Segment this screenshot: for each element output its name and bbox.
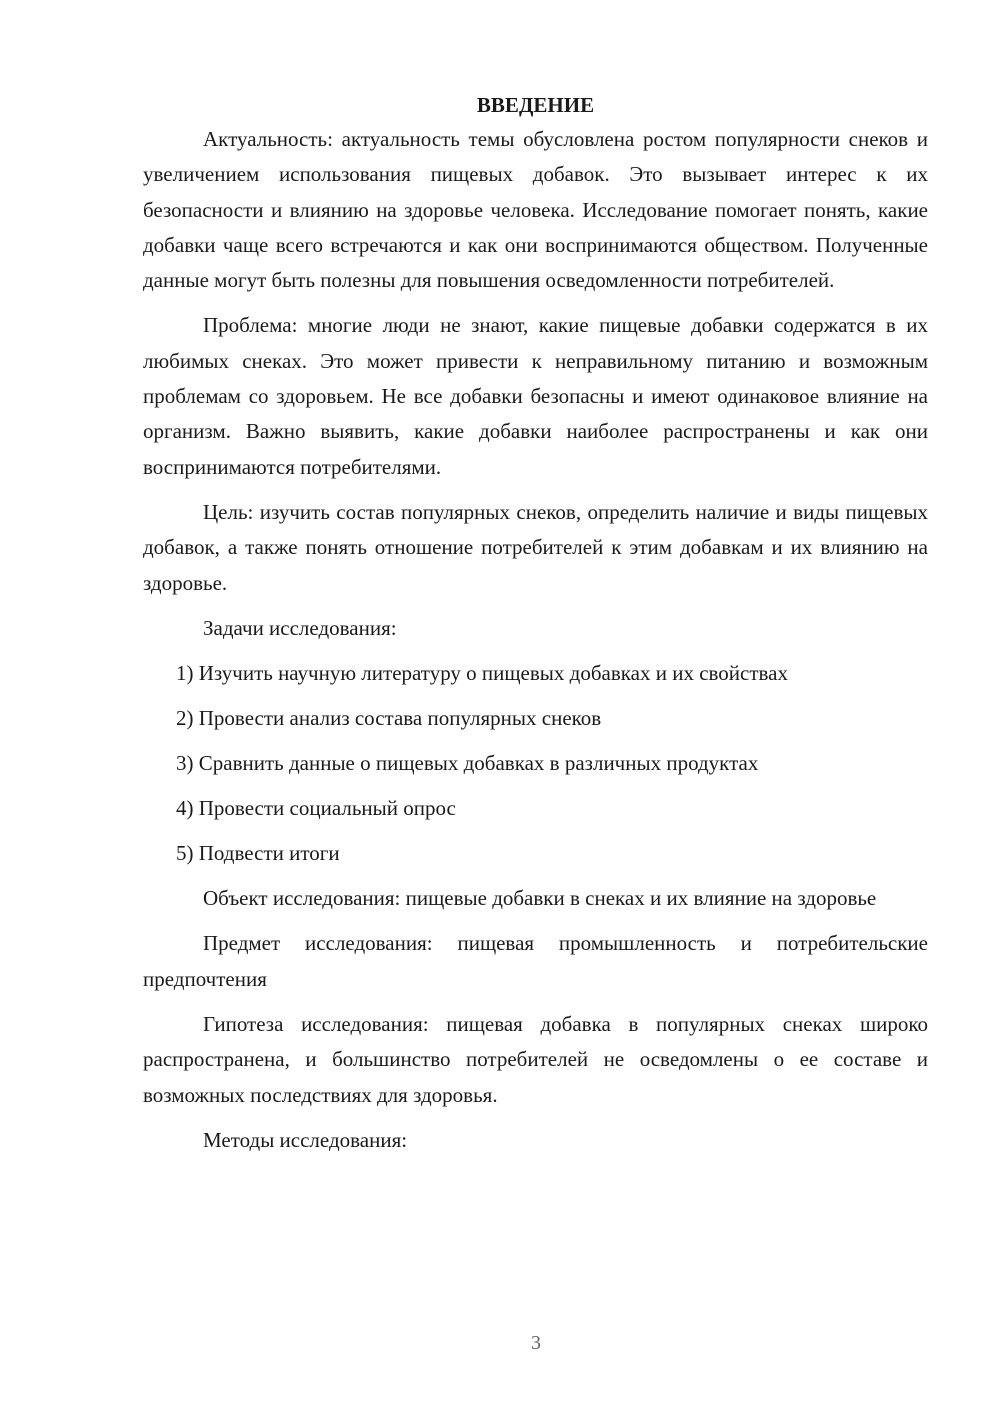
tasks-heading: Задачи исследования: xyxy=(203,615,397,640)
problem-paragraph: Проблема: многие люди не знают, какие пищевые добавки содержатся в их любимых снеках. Это может привести к неправильному питанию и возможным проблемам со здоровьем. Не все добавки безопасны и имеют одинаковое влияние на организм. Важно выявить, какие добавки наиболее распространены и как они воспринимаются потребителями. xyxy=(143,313,928,479)
task-item-5: 5) Подвести итоги xyxy=(176,841,340,866)
task-item-3: 3) Сравнить данные о пищевых добавках в различных продуктах xyxy=(176,751,759,776)
section-title: ВВЕДЕНИЕ xyxy=(476,93,595,117)
hypothesis-paragraph: Гипотеза исследования: пищевая добавка в популярных снеках широко распространена, и большинство потребителей не осведомлены о ее составе и возможных последствиях для здоровья. xyxy=(143,1012,928,1107)
tasks-list xyxy=(143,656,928,871)
subject-paragraph: Предмет исследования: пищевая промышленность и потребительские предпочтения xyxy=(143,931,928,991)
relevance-paragraph: Актуальность: актуальность темы обусловлена ростом популярности снеков и увеличением использования пищевых добавок. Это вызывает интерес к их безопасности и влиянию на здоровье человека. Исследование помогает понять, какие добавки чаще всего встречаются и как они воспринимаются обществом. Полученные данные могут быть полезны для повышения осведомленности потребителей. xyxy=(143,127,928,293)
document-page xyxy=(143,88,928,1168)
task-item-1: 1) Изучить научную литературу о пищевых добавках и их свойствах xyxy=(176,661,788,686)
page-number: 3 xyxy=(531,1332,541,1354)
task-item-2: 2) Провести анализ состава популярных снеков xyxy=(176,706,602,731)
methods-heading: Методы исследования: xyxy=(203,1127,408,1152)
task-item-4: 4) Провести социальный опрос xyxy=(176,796,456,821)
goal-paragraph: Цель: изучить состав популярных снеков, определить наличие и виды пищевых добавок, а также понять отношение потребителей к этим добавкам и их влиянию на здоровье. xyxy=(143,499,928,595)
object-paragraph: Объект исследования: пищевые добавки в снеках и их влияние на здоровье xyxy=(203,886,877,911)
